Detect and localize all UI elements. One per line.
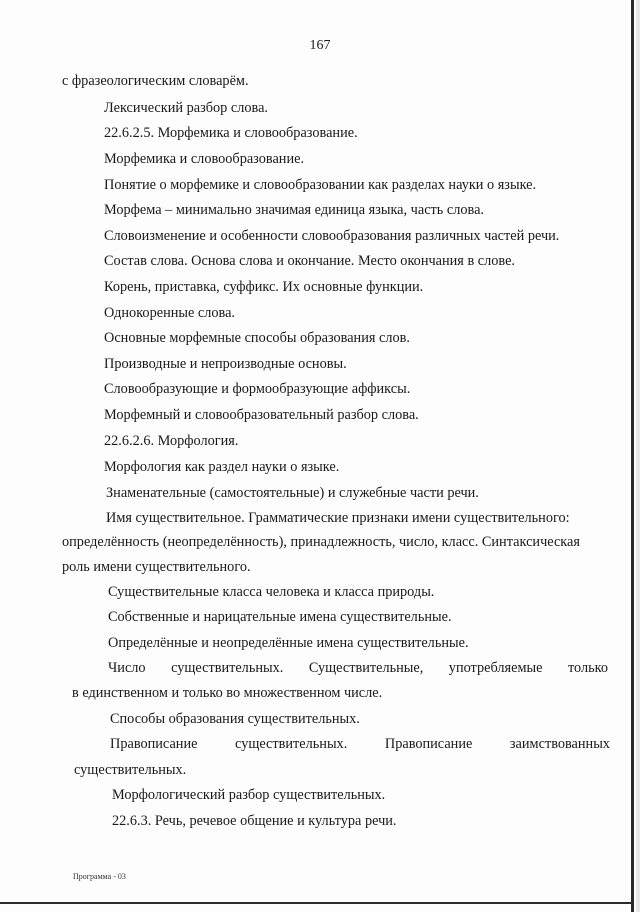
word: употребляемые [448, 660, 543, 676]
text-line: с фразеологическим словарём. [62, 73, 249, 89]
word: Правописание [384, 736, 473, 752]
section-heading: 22.6.2.6. Морфология. [104, 433, 239, 449]
word: только [567, 660, 608, 676]
text-line: Морфологический разбор существительных. [112, 787, 386, 803]
text-line: Корень, приставка, суффикс. Их основные функции. [104, 279, 424, 295]
word: заимствованных [509, 736, 610, 752]
page-number: 167 [309, 38, 331, 53]
scan-edge-bottom [0, 902, 634, 904]
word: существительных. [171, 660, 284, 676]
text-line: Способы образования существительных. [110, 711, 360, 727]
text-line: роль имени существительного. [62, 559, 251, 575]
text-line: Морфемика и словообразование. [104, 151, 305, 167]
scan-edge-right [631, 0, 634, 912]
section-heading: 22.6.2.5. Морфемика и словообразование. [104, 125, 358, 141]
text-line: Основные морфемные способы образования слов. [104, 330, 410, 346]
text-line: Словоизменение и особенности словообразования различных частей речи. [104, 228, 560, 244]
text-line: определённость (неопределённость), принадлежность, число, класс. Синтаксическая [62, 534, 580, 550]
text-line: Однокоренные слова. [104, 305, 236, 321]
justified-line [108, 659, 608, 677]
section-heading: 22.6.3. Речь, речевое общение и культура речи. [112, 813, 397, 829]
text-line: Существительные класса человека и класса природы. [108, 584, 435, 600]
word: Число [108, 660, 146, 676]
text-line: Морфема – минимально значимая единица языка, часть слова. [104, 202, 485, 218]
text-line: Собственные и нарицательные имена существительные. [108, 609, 452, 625]
text-line: Имя существительное. Грамматические признаки имени существительного: [106, 510, 570, 526]
scan-edge-right-outer [636, 0, 640, 912]
text-line: Понятие о морфемике и словообразовании как разделах науки о языке. [104, 177, 537, 193]
text-line: существительных. [74, 762, 187, 778]
text-line: Производные и непроизводные основы. [104, 356, 347, 372]
word: существительных. [235, 736, 348, 752]
text-line: Состав слова. Основа слова и окончание. Место окончания в слове. [104, 253, 516, 269]
text-line: Лексический разбор слова. [104, 100, 268, 116]
word: Существительные, [308, 660, 424, 676]
text-line: Знаменательные (самостоятельные) и служебные части речи. [106, 485, 479, 501]
text-line: Морфология как раздел науки о языке. [104, 459, 340, 475]
word: Правописание [110, 736, 198, 752]
text-line: Определённые и неопределённые имена существительные. [108, 635, 469, 651]
text-line: Морфемный и словообразовательный разбор слова. [104, 407, 419, 423]
text-line: Словообразующие и формообразующие аффиксы. [104, 381, 411, 397]
justified-line [110, 735, 610, 753]
footer-label: Программа - 03 [73, 872, 126, 881]
text-line: в единственном и только во множественном числе. [72, 685, 383, 701]
